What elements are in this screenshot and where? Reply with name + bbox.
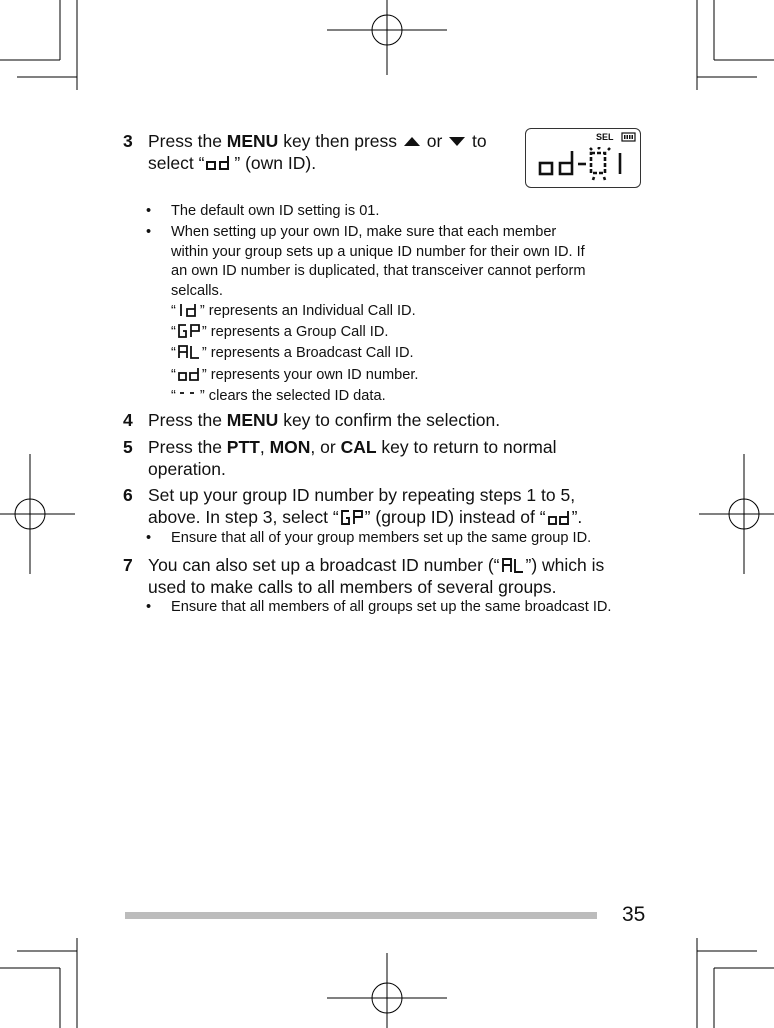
al-segment-icon <box>501 558 525 573</box>
code-al-line: “ ” represents a Broadcast Call ID. <box>171 345 414 361</box>
od-segment-icon <box>547 510 571 525</box>
up-arrow-icon <box>403 135 421 147</box>
code-gp-line: “ ” represents a Group Call ID. <box>171 324 389 340</box>
code-clear-line: “ ” clears the selected ID data. <box>171 388 386 404</box>
footer-rule <box>125 912 597 919</box>
code-od-line: “ ” represents your own ID number. <box>171 367 419 383</box>
battery-icon <box>621 132 637 142</box>
lcd-digits <box>536 147 636 181</box>
od-segment-icon <box>177 367 201 381</box>
gp-segment-icon <box>340 510 364 525</box>
od-segment-icon <box>205 155 233 171</box>
id-segment-icon <box>177 303 199 317</box>
gp-segment-icon <box>177 324 201 338</box>
step-number: 3 <box>123 131 133 151</box>
lcd-display <box>525 128 641 188</box>
page-number: 35 <box>622 903 646 926</box>
down-arrow-icon <box>448 135 466 147</box>
dash-segment-icon <box>177 388 199 402</box>
code-id-line: “ ” represents an Individual Call ID. <box>171 303 416 319</box>
sel-indicator: SEL <box>596 132 614 142</box>
step-text: Press the MENU key then press or to select “ ” (own ID). <box>148 131 487 173</box>
al-segment-icon <box>177 345 201 359</box>
